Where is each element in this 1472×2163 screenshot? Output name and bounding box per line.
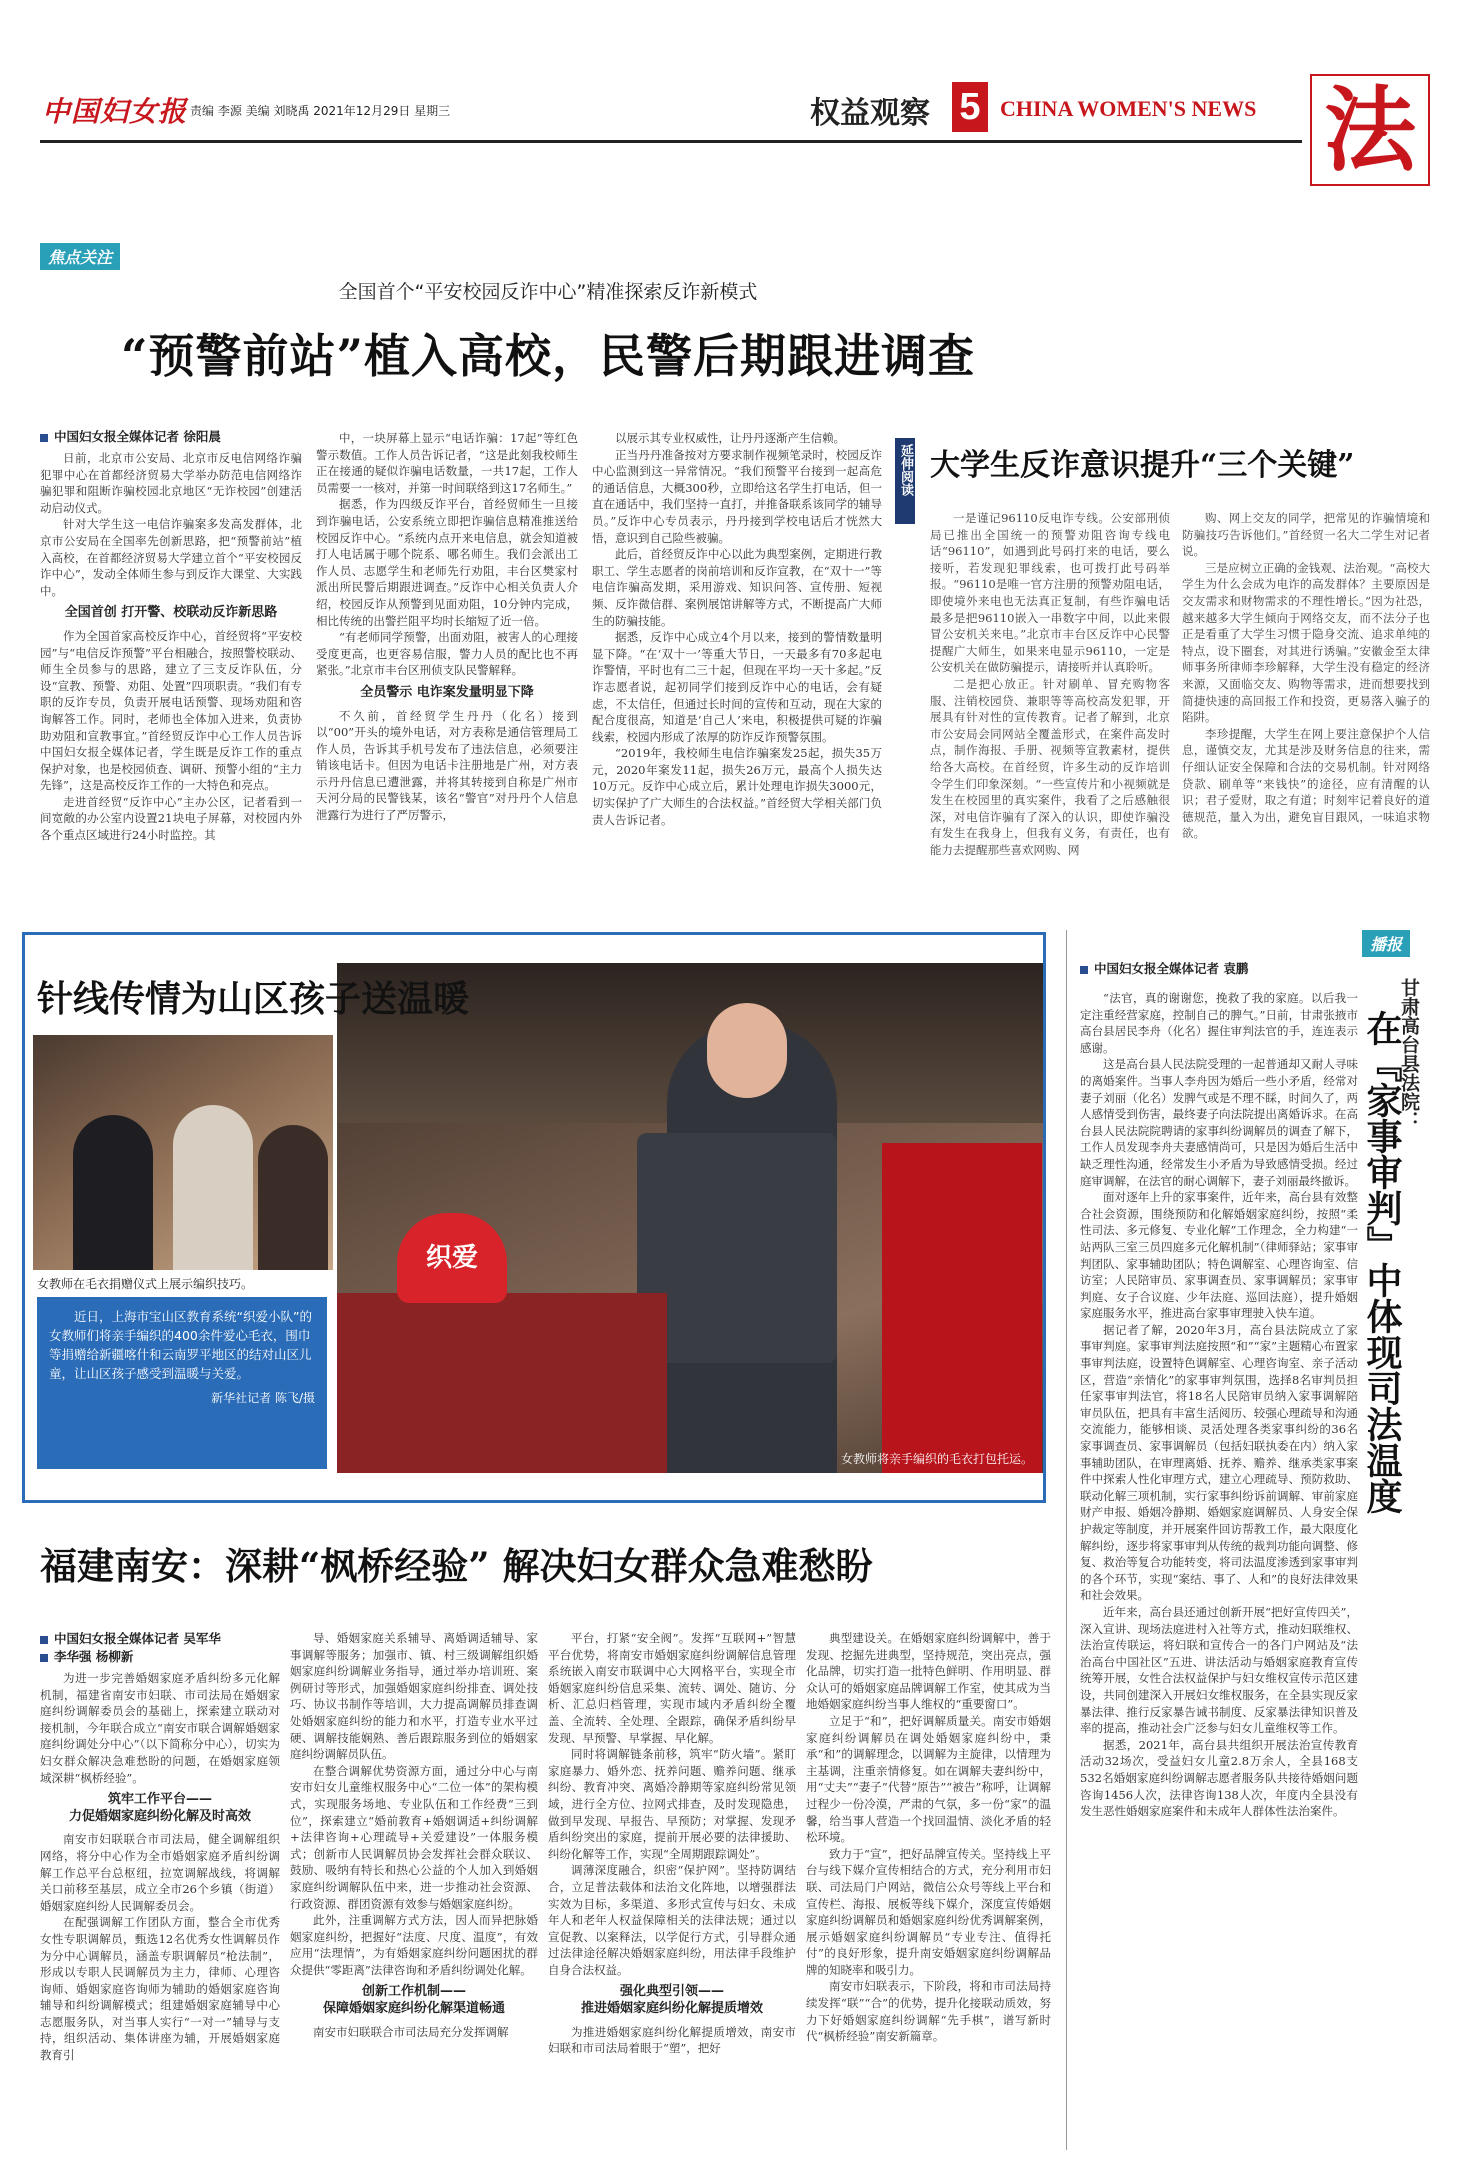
fujian-column-3 — [548, 1630, 796, 2150]
small-photo-person — [258, 1125, 328, 1270]
paragraph: 典型建设关。在婚姻家庭纠纷调解中，善于发现、挖掘先进典型，坚持规范，突出亮点，强化品牌，切实打造一批特色鲜明、作用明显、群众认可的婚姻家庭品牌调解工作室，使其成为当地婚姻家庭纠纷当事人维权的“重要窗口”。 — [806, 1631, 1051, 1712]
big-char-box — [1310, 74, 1430, 186]
gansu-divider — [1066, 930, 1067, 2150]
gansu-headline: 在『家事审判』中体现司法温度 — [1361, 1010, 1403, 1514]
paragraph: 不久前，首经贸学生丹丹（化名）接到以“00”开头的境外电话，对方表称是通信管理局工作人员，告诉其手机号发布了违法信息，必须要注销该电话卡。但因为电话卡注册地是广州，对方表示丹丹信息已遭泄露，并将其转接到自称是广州市天河分局的民警钱某，该名“警官”对丹丹个人信息泄露行为进行了严厉警示， — [316, 708, 578, 823]
paragraph: “法官，真的谢谢您，挽救了我的家庭。以后我一定注重经营家庭，控制自己的脾气。”日前，甘肃张掖市高台县居民李舟（化名）握住审判法官的手，连连表示感谢。 — [1080, 991, 1358, 1055]
paragraph: 致力于“宣”，把好品牌宣传关。坚持线上平台与线下媒介宣传相结合的方式，充分利用市妇联、司法局门户网站，微信公众号等线上平台和宣传栏、海报、展板等线下媒介，深度宣传婚姻家庭纠纷调解员和婚姻家庭纠纷优秀调解案例，展示婚姻家庭纠纷调解员“专业专注、值得托付”的良好形象，提升南安婚姻家庭纠纷调解品牌的知晓率和吸引力。 — [806, 1846, 1051, 1977]
photo-info-box — [37, 1297, 327, 1469]
focus-tag: 焦点关注 — [40, 243, 120, 270]
photo-face — [707, 1003, 787, 1098]
main-column-2 — [316, 430, 578, 920]
gansu-tag: 播报 — [1362, 930, 1410, 957]
paragraph: “有老师同学预警，出面劝阻，被害人的心理接受度更高，也更容易信服，警力人员的配比也不再紧张。”北京市丰台区刑侦支队民警解释。 — [316, 630, 578, 678]
subhead: 全员警示 电诈案发量明显下降 — [360, 684, 534, 700]
gansu-byline — [1080, 960, 1330, 978]
fujian-byline — [40, 1630, 270, 1666]
byline-text: 中国妇女报全媒体记者 吴军华 — [54, 1631, 221, 1646]
paragraph: 正当丹丹准备按对方要求制作视频笔录时，校园反诈中心监测到这一异常情况。“我们预警平台接到一起高危的通话信息，大概300秒，立即给这名学生打电话，但一直在通话中，我们坚持一直打，并推备联系该同学的辅导员。”反诈中心专员表示，丹丹接到学校电话后才恍然大悟，意识到自己险些被骗。 — [592, 447, 882, 545]
masthead — [40, 70, 1430, 190]
gansu-body — [1080, 990, 1358, 2150]
main-column-1 — [40, 450, 302, 920]
paragraph: 以展示其专业权威性，让丹丹逐渐产生信赖。 — [615, 431, 845, 445]
paragraph: 购、网上交友的同学，把常见的诈骗情境和防骗技巧告诉他们。”首经贸一名大二学生对记者说。 — [1182, 511, 1430, 559]
byline-marker — [40, 434, 48, 442]
paragraph: 据记者了解，2020年3月，高台县法院成立了家事审判庭。家事审判法庭按照“和”“家”主题精心布置家事审判法庭，设置特色调解室、心理咨询室、亲子活动区，营造“亲情化”的家事审判氛围，选择8名审判员担任家事审判法官，将18名人民陪审员纳入家事调解陪审员队伍，把具有丰富生活阅历、较强心理疏导和沟通交流能力，能够相谈、灵活处理各类家事纠纷的36名家事调查员、家事调解员（包括妇联执委在内）纳入家事辅助团队，在审理离婚、抚养、赡养、继承类家事案件中探索人性化审理方式，建立心理疏导、预防救助、联动化解三项机制，实行家事纠纷诉前调解、审前家庭财产申报、婚姻冷静期、婚姻家庭调解员、人身安全保护裁定等制度，并开展案件回访帮教工作，最大限度化解纠纷，逐步将家事审判从传统的裁判功能向调整、修复、救治等复合功能转变，将司法温度渗透到家事审判的各个环节，实现“案结、事了、人和”的良好法律效果和社会效果。 — [1080, 1322, 1358, 1603]
subhead: 创新工作机制—— 保障婚姻家庭纠纷化解渠道畅通 — [322, 1984, 505, 2017]
paragraph: 调薄深度融合，织密“保护网”。坚持防调结合，立足普法载体和法治文化阵地，以增强群法实效为目标，多渠道、多形式宣传与妇女、未成年人和老年人权益保障相关的法律法规；通过以宣促教、以案释法，以学促行方式，引导群众通过法律途径解决婚姻家庭纠纷，用法律手段维护自身合法权益。 — [548, 1863, 796, 1977]
main-kicker: 全国首个“平安校园反诈中心”精准探索反诈新模式 — [338, 281, 758, 303]
paragraph: 为进一步完善婚姻家庭矛盾纠纷多元化解机制，福建省南安市妇联、市司法局在婚姻家庭纠纷调解委员会的基础上，探索建立联动对接机制，今年联合成立“南安市联合调解婚姻家庭纠纷调处分中心”（以下简称分中心），切实为妇女群众解决急难愁盼的问题，在婚姻家庭领域深耕“枫桥经验”。 — [40, 1671, 280, 1785]
page-number-box — [952, 82, 988, 132]
big-photo-caption: 女教师将亲手编织的毛衣打包托运。 — [840, 1452, 1033, 1466]
byline-text: 中国妇女报全媒体记者 袁鹏 — [1094, 961, 1249, 976]
photo-feature-frame — [22, 932, 1046, 1503]
paragraph: “2019年，我校师生电信诈骗案发25起，损失35万元，2020年案发11起，损失26万元，最高个人损失达10万元。反诈中心成立后，累计处理电诈损失3000元，切实保护了广大师生的合法权益。”首经贸大学相关部门负责人告诉记者。 — [592, 746, 882, 827]
masthead-rule — [40, 140, 1302, 143]
main-column-3 — [592, 430, 882, 920]
subhead: 全国首创 打开警、校联动反诈新思路 — [64, 605, 278, 621]
photo-table — [337, 1293, 667, 1473]
photo-credit: 新华社记者 陈飞/摄 — [211, 1391, 315, 1405]
section-title: 权益观察 — [810, 96, 930, 131]
fujian-headline: 福建南安：深耕“枫桥经验” 解决妇女群众急难愁盼 — [40, 1544, 873, 1588]
byline-marker — [40, 1636, 48, 1644]
paragraph: 近年来，高台县还通过创新开展“把好宣传四关”，深入宣讲、现场法庭进村入社等方式，推动妇联维权、法治宣传联运，将妇联和宣传合一的各门户网站及“法治高台中国社区”五进、讲法活动与婚姻家庭教育宣传统筹开展，女性合法权益保护与妇女维权宣传示范区建设，共同创建深入开展妇女维权服务，在全县实现反家暴法律、推行反家暴告诫书制度、反家暴法律知识普及率的提高，推动社会广泛参与妇女儿童维权等工作。 — [1080, 1604, 1358, 1736]
heart-sign-text: 织爱 — [425, 1243, 478, 1273]
section-big-char: 法 — [1323, 76, 1416, 184]
paragraph: 针对大学生这一电信诈骗案多发高发群体，北京市公安局在全国率先创新思路，把“预警前站”植入高校，在首都经济贸易大学建立首个“平安校园反诈中心”，发动全体师生参与到反诈大课堂、大实践中。 — [40, 517, 302, 598]
main-byline — [40, 428, 290, 446]
paragraph: 据悉，作为四级反诈平台，首经贸师生一旦接到诈骗电话，公安系统立即把诈骗信息精准推送给校园反诈中心。“系统内点开来电信息，就会知道被打人电话属于哪个院系、哪名师生。我们会派出工作人员、志愿学生和老师先行劝阻，丰台区樊家村派出所民警后期跟进调查。”反诈中心相关负责人介绍，校园反诈从预警到见面劝阻，10分钟内完成，相比传统的出警拦阻平均时长缩短了近一倍。 — [316, 497, 578, 628]
paragraph: 走进首经贸“反诈中心”主办公区，记者看到一间宽敞的办公室内设置21块电子屏幕，对校园内外各个重点区域进行24小时监控。其 — [40, 794, 302, 843]
gansu-kicker: 甘肃高台县法院： — [1398, 978, 1420, 1130]
fujian-column-2 — [290, 1630, 538, 2150]
photo-sweater — [637, 1133, 837, 1363]
byline-marker — [1080, 966, 1088, 974]
small-photo-caption: 女教师在毛衣捐赠仪式上展示编织技巧。 — [37, 1277, 254, 1291]
sidebar-column-1 — [930, 510, 1170, 920]
paragraph: 一是谨记96110反电诈专线。公安部刑侦局已推出全国统一的预警劝阻咨询专线电话“96110”，如遇到此号码打来的电话，要么接听，若发现犯罪线索，也可拨打此号码举报。“96110是唯一官方注册的预警劝阻电话，即使境外来电也无法真正复制，有些诈骗电话最多是把96110嵌入一串数字中间，以此来假冒公安机关来电。”北京市丰台区反诈中心民警提醒广大师生，如果来电显示96110，一定是公安机关在做防骗提示，请接听并认真聆听。 — [930, 511, 1170, 675]
paragraph: 作为全国首家高校反诈中心，首经贸将“平安校园”与“电信反诈预警”平台相融合，按照警校联动、师生全员参与的思路，建立了三支反诈队伍，分设“宣教、预警、劝阻、处置”四项职责。“我们有专职的反诈专员，负责开展电话预警、现场劝阻和咨询解答工作。同时，老师也全体加入进来，负责协助劝阻和宣教事宜。”首经贸反诈中心工作人员告诉中国妇女报全媒体记者，学生既是反诈工作的重点保护对象，也是校园侦查、调研、预警小组的“主力先锋”，这是高校反诈工作的一大特色和亮点。 — [40, 628, 302, 793]
sidebar-column-2 — [1182, 510, 1430, 920]
fujian-column-4 — [806, 1630, 1051, 2150]
small-photo-person — [73, 1115, 153, 1270]
paper-english-name: CHINA WOMEN'S NEWS — [1000, 96, 1257, 121]
photo-red-sweater — [882, 1143, 1042, 1473]
paragraph: 二是把心放正。针对刷单、冒充购物客服、注销校园贷、兼职等等高校高发犯罪，开展具有针对性的宣传教育。记者了解到，北京市公安局会同网站全覆盖形式，在案件高发时点，制作海报、手册、视频等宣教素材，提供给各大高校。在首经贸，许多生动的反诈培训令学生们印象深刻。“一些宣传片和小视频就是发生在校园里的真实案件，我看了之后感触很深，对电信诈骗有了深入的认识，即使诈骗没有发生在我身上，但我有义务，有责任，也有能力去提醒那些喜欢网购、网 — [930, 676, 1170, 857]
photo-info-text: 近日，上海市宝山区教育系统“织爱小队”的女教师们将亲手编织的400余件爱心毛衣，围巾等捐赠给新疆喀什和云南罗平地区的结对山区儿童，让山区孩子感受到温暖与关爱。 — [49, 1309, 312, 1381]
paragraph: 导、婚姻家庭关系辅导、离婚调适辅导、家事调解等服务；加强市、镇、村三级调解组织婚姻家庭纠纷调解业务指导，通过举办培训班、案例研讨等形式，加强婚姻家庭纠纷排查、调处技巧、协议书制作等培训，大力提高调解员排查调处婚姻家庭纠纷的能力和水平，打造专业水平过硬、调解技能娴熟、善后跟踪服务到位的婚姻家庭纠纷调解员队伍。 — [290, 1631, 538, 1762]
paragraph: 此后，首经贸反诈中心以此为典型案例，定期进行教职工、学生志愿者的岗前培训和反诈宣教，在“双十一”等电信诈骗高发期，采用游戏、知识问答、宣传册、短视频、反诈微信群、案例展馆讲解等方式，不断提高广大师生的防骗技能。 — [592, 547, 882, 628]
heart-sign — [397, 1213, 507, 1303]
small-photo — [33, 1035, 333, 1270]
paragraph: 为推进婚姻家庭纠纷化解提质增效，南安市妇联和市司法局着眼于“塑”，把好 — [548, 2024, 796, 2056]
byline-text: 中国妇女报全媒体记者 徐阳晨 — [54, 429, 221, 444]
paragraph: 平台，打紧“安全阀”。发挥“互联网+”智慧平台优势，将南安市婚姻家庭纠纷调解信息管理系统嵌入南安市联调中心大网格平台，实现全市婚姻家庭纠纷信息采集、流转、调处、随访、分析、汇总归档管理，实现市域内矛盾纠纷全覆盖、全流转、全处理、全跟踪，确保矛盾纠纷早发现、早预警、早掌握、早化解。 — [548, 1631, 796, 1745]
paragraph: 南安市妇联表示，下阶段，将和市司法局持续发挥“联”“合”的优势，提升化接联动质效，努力下好婚姻家庭纠纷调解“先手棋”，谱写新时代“枫桥经验”南安新篇章。 — [806, 1979, 1051, 2044]
page-number: 5 — [959, 86, 981, 128]
byline-text: 李华强 杨柳新 — [54, 1649, 134, 1664]
paragraph: 李珍提醒，大学生在网上要注意保护个人信息，谨慎交友，尤其是涉及财务信息的往来，需仔细认证安全保障和合法的交易机制。针对网络贷款、刷单等“来钱快”的途径，应有清醒的认识；君子爱财，取之有道；时刻牢记着良好的道德规范，量入为出，避免盲目跟风，一味追求物欲。 — [1182, 726, 1430, 841]
paragraph: 同时将调解链条前移，筑牢“防火墙”。紧盯家庭暴力、婚外恋、抚养问题、赡养问题、继承纠纷、教育冲突、离婚冷静期等家庭纠纷常见领域，进行全方位、拉网式排查，及时发现隐患，做到早发现、早报告、早预防；对掌握、发现矛盾纠纷突出的家庭，提前开展必要的法律援助、纠纷化解等工作，实现“全周期跟踪调处”。 — [548, 1747, 796, 1861]
photo-feature-title: 针线传情为山区孩子送温暖 — [37, 978, 470, 1020]
sidebar-tag-text: 延伸阅读 — [898, 444, 913, 496]
paper-logo: 中国妇女报 — [42, 95, 188, 128]
paragraph: 据悉，反诈中心成立4个月以来，接到的警情数量明显下降。“在‘双十一’等重大节日，一天最多有70多起电诈警情，平时也有二三十起，但现在平均一天十多起。”反诈志愿者说，起初同学们接到反诈中心的电话，会有疑虑，不太信任，但通过长时间的宣传和互动，现在大家的配合度很高，知道是‘自己人’来电，积极提供可疑的诈骗线索，校园内形成了浓厚的防诈反诈预警氛围。 — [592, 630, 882, 744]
sidebar-tag — [895, 438, 915, 524]
fujian-column-1 — [40, 1670, 280, 2150]
paragraph: 在配强调解工作团队方面，整合全市优秀女性专职调解员，甄选12名优秀女性调解员作为分中心调解员，涵盖专职调解员“枪法制”，形成以专职人民调解员为主力，律师、心理咨询师、婚姻家庭咨询师为辅助的婚姻家庭咨询辅导和纠纷调解模式；组建婚姻家庭辅导中心志愿服务队，对当事人实行“一对一”辅导与支持，组织活动、集体讲座为辅，开展婚姻家庭教育引 — [40, 1915, 280, 2063]
paragraph: 南安市妇联联合市司法局充分发挥调解 — [313, 2024, 509, 2039]
subhead: 强化典型引领—— 推进婚姻家庭纠纷化解提质增效 — [580, 1984, 763, 2017]
paragraph: 日前，北京市公安局、北京市反电信网络诈骗犯罪中心在首都经济贸易大学举办防范电信网络诈骗犯罪和阻断诈骗校园北京地区“无诈校园”创建活动启动仪式。 — [40, 451, 302, 515]
paragraph: 南安市妇联联合市司法局，健全调解组织网络，将分中心作为全市婚姻家庭矛盾纠纷调解工作总平台总枢纽，拉宽调解战线，将调解关口前移至基层，成立全市26个乡镇（街道）婚姻家庭纠纷人民调解委员会。 — [40, 1832, 280, 1913]
byline-marker — [40, 1654, 48, 1662]
big-photo — [337, 963, 1043, 1473]
paragraph: 三是应树立正确的金钱观、法治观。“高校大学生为什么会成为电诈的高发群体？主要原因是交友需求和财物需求的不理性增长。”因为社恐，越来越多大学生倾向于网络交友，而不法分子也正是看重了大学生习惯于隐身交流、追求单纯的特点，设下圈套，对其进行诱骗。”安徽金至太律师事务所律师李珍解释，大学生没有稳定的经济来源，又面临交友、购物等需求，进而想要找到简捷快速的高回报工作和投资，更易落入骗子的陷阱。 — [1182, 560, 1430, 725]
sidebar-headline: 大学生反诈意识提升“三个关键” — [930, 448, 1355, 483]
paragraph: 这是高台县人民法院受理的一起普通却又耐人寻味的离婚案件。当事人李舟因为婚后一些小矛盾，经常对妻子刘丽（化名）发脾气或是不理不睬，时间久了，两人感情受到伤害，最终妻子向法院提出离婚诉求。在高台县人民法院院聘请的家事纠纷调解员的调查了解下，工作人员发现李舟夫妻感情尚可，只是因为婚后生活中缺乏理性沟通，经常发生小矛盾为导致感情受损。经过庭审调解，在法官的耐心调解下，妻子刘丽最终撤诉。 — [1080, 1057, 1358, 1188]
paragraph: 此外，注重调解方式方法，因人而异把脉婚姻家庭纠纷，把握好“法度、尺度、温度”，有效应用“法理情”，为有婚姻家庭纠纷问题困扰的群众提供“零距离”法律咨询和矛盾纠纷调处化解。 — [290, 1913, 538, 1977]
paragraph: 面对逐年上升的家事案件，近年来，高台县有效整合社会资源，围绕预防和化解婚姻家庭纠纷，按照“柔性司法、多元修复、专业化解”工作理念，全力构建“一站两队三室三员四庭多元化解机制”（律师驿站；家事审判团队、家事辅助团队；特色调解室、心理咨询室、信访室；人民陪审员、家事调查员、家事调解员；家事审判庭、女子合议庭、少年法庭、巡回法庭），提升婚姻家庭服务水平，推进高台家事审理驶入快车道。 — [1080, 1190, 1358, 1321]
paragraph: 据悉，2021年，高台县共组织开展法治宣传教育活动32场次，受益妇女儿童2.8万余人，全县168支532名婚姻家庭纠纷调解志愿者服务队共接待婚姻问题咨询1456人次，法律咨询138人次，年度内全县没有发生恶性婚姻家庭案件和未成年人群体性法治案件。 — [1080, 1737, 1358, 1819]
paragraph: 在整合调解优势资源方面，通过分中心与南安市妇女儿童维权服务中心“二位一体”的架构模式，实现服务场地、专业队伍和工作经费“三到位”，探索建立“婚前教育+婚姻调适+纠纷调解+法律咨询+心理疏导+关爱建设”一体服务模式；创新市人民调解员协会发挥社会群众联议、鼓励、吸纳有特长和热心公益的个人加入到婚姻家庭纠纷调解队伍中来，进一步推动社会资源、行政资源、群团资源有效参与婚姻家庭纠纷。 — [290, 1763, 538, 1911]
editor-info: 责编 李源 美编 刘晓禹 2021年12月29日 星期三 — [190, 104, 451, 118]
paragraph: 立足于“和”，把好调解质量关。南安市婚姻家庭纠纷调解员在调处婚姻家庭纠纷中，秉承“和”的调解理念，以调解为主旋律，以情理为主基调，注重亲情修复。如在调解夫妻纠纷中，用“丈夫”“妻子”代替“原告”“被告”称呼，让调解过程少一份冷漠，严肃的气氛，多一份“家”的温馨，给当事人营造一个找回温情、淡化矛盾的轻松环境。 — [806, 1713, 1051, 1845]
subhead: 筑牢工作平台—— 力促婚姻家庭纠纷化解及时高效 — [68, 1792, 251, 1824]
small-photo-person — [173, 1105, 253, 1270]
main-headline: “预警前站”植入高校，民警后期跟进调查 — [121, 329, 975, 383]
paragraph: 中，一块屏幕上显示“电话诈骗：17起”等红色警示数值。工作人员告诉记者，“这是此刻我校师生正在接通的疑似诈骗电话数量，一共17起，工作人员需要一一核对，并第一时间联络到这17名师生。” — [316, 431, 578, 495]
